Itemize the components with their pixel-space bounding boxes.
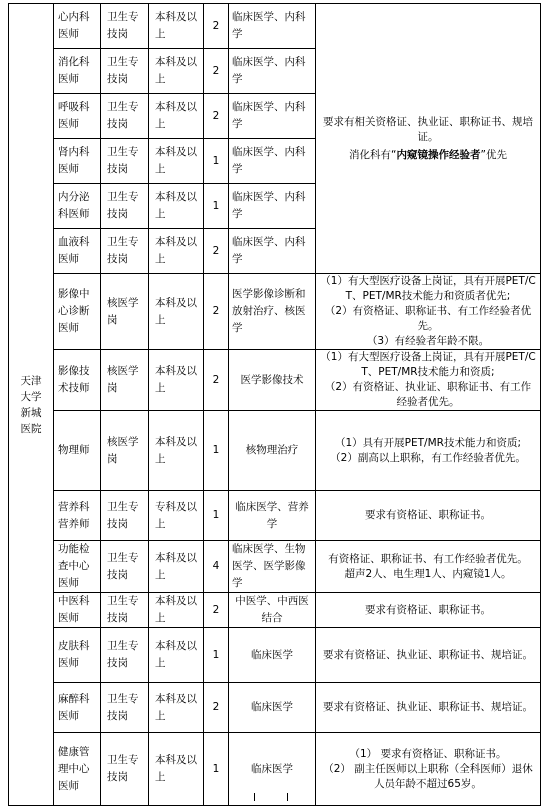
table-row bbox=[9, 683, 541, 733]
requirements-line: 要求有资格证、职称证书。 bbox=[365, 509, 491, 521]
position-name-cell: 内分泌科医师 bbox=[54, 184, 101, 229]
position-name-cell: 功能检查中心医师 bbox=[54, 541, 101, 593]
position-name-cell: 麻醉科医师 bbox=[54, 683, 101, 733]
headcount-cell: 4 bbox=[204, 541, 229, 593]
headcount-cell: 2 bbox=[204, 274, 229, 350]
table-row bbox=[9, 411, 541, 491]
headcount-cell: 2 bbox=[204, 593, 229, 628]
requirements-line: （2）有资格证、执业证、职称证书、有工作经验者优先。 bbox=[324, 381, 532, 408]
position-name-cell: 血液科医师 bbox=[54, 229, 101, 274]
requirements-line: 超声2人、电生理1人、内窥镜1人。 bbox=[344, 567, 512, 580]
requirements-cell bbox=[316, 274, 541, 350]
major-cell: 临床医学、内科学 bbox=[229, 184, 316, 229]
table-row bbox=[9, 274, 541, 350]
education-cell: 本科及以上 bbox=[149, 274, 204, 350]
education-cell: 本科及以上 bbox=[149, 350, 204, 411]
major-cell: 临床医学、内科学 bbox=[229, 94, 316, 139]
headcount-cell: 2 bbox=[204, 4, 229, 49]
position-type-cell: 卫生专技岗 bbox=[101, 628, 149, 683]
education-cell: 本科及以上 bbox=[149, 4, 204, 49]
requirements-emphasis: 内窥镜操作经验者 bbox=[396, 148, 481, 161]
position-name-cell: 营养科营养师 bbox=[54, 491, 101, 541]
table-row bbox=[9, 593, 541, 628]
requirements-text: ”优先 bbox=[480, 148, 507, 161]
position-name-cell: 心内科医师 bbox=[54, 4, 101, 49]
table-row bbox=[9, 491, 541, 541]
headcount-cell: 2 bbox=[204, 49, 229, 94]
education-cell: 本科及以上 bbox=[149, 733, 204, 806]
major-cell: 医学影像诊断和放射治疗、核医学 bbox=[229, 274, 316, 350]
position-type-cell: 卫生专技岗 bbox=[101, 491, 149, 541]
table-row bbox=[9, 350, 541, 411]
position-name-cell: 肾内科医师 bbox=[54, 139, 101, 184]
position-type-cell: 卫生专技岗 bbox=[101, 593, 149, 628]
major-cell: 中医学、中西医结合 bbox=[229, 593, 316, 628]
requirements-line: （2）有资格证、职称证书、有工作经验者优先。 bbox=[324, 305, 532, 332]
requirements-line: （1）具有开展PET/MR技术能力和资质; bbox=[335, 436, 521, 449]
requirements-cell bbox=[316, 593, 541, 628]
headcount-cell: 1 bbox=[204, 628, 229, 683]
requirements-line: （1）有大型医疗设备上岗证，具有开展PET/CT、PET/MR技术能力和资质; bbox=[320, 351, 536, 378]
requirements-cell bbox=[316, 628, 541, 683]
table-row bbox=[9, 628, 541, 683]
education-cell: 本科及以上 bbox=[149, 139, 204, 184]
education-cell: 本科及以上 bbox=[149, 184, 204, 229]
major-cell: 临床医学、内科学 bbox=[229, 139, 316, 184]
major-cell: 临床医学 bbox=[229, 733, 316, 806]
position-name-cell: 皮肤科医师 bbox=[54, 628, 101, 683]
position-type-cell: 卫生专技岗 bbox=[101, 49, 149, 94]
major-cell: 临床医学 bbox=[229, 628, 316, 683]
position-type-cell: 卫生专技岗 bbox=[101, 733, 149, 806]
requirements-cell bbox=[316, 491, 541, 541]
position-name-cell: 中医科医师 bbox=[54, 593, 101, 628]
headcount-cell: 1 bbox=[204, 139, 229, 184]
requirements-line: （2）副高以上职称，有工作经验者优先。 bbox=[330, 451, 526, 464]
requirements-text: 消化科有“ bbox=[349, 148, 397, 161]
education-cell: 本科及以上 bbox=[149, 683, 204, 733]
requirements-line: 要求有资格证、职称证书。 bbox=[365, 603, 491, 616]
major-cell: 临床医学 bbox=[229, 683, 316, 733]
headcount-cell: 2 bbox=[204, 350, 229, 411]
education-cell: 本科及以上 bbox=[149, 628, 204, 683]
requirements-line: （1） 要求有资格证、职称证书。 bbox=[349, 747, 507, 760]
requirements-line: （2） 副主任医师以上职称（全科医师）退休人员年龄不超过65岁。 bbox=[323, 762, 533, 790]
major-cell: 核物理治疗 bbox=[229, 411, 316, 491]
position-type-cell: 核医学岗 bbox=[101, 350, 149, 411]
requirements-cell bbox=[316, 4, 541, 274]
position-type-cell: 卫生专技岗 bbox=[101, 184, 149, 229]
requirements-line: （3）有经验者年龄不限。 bbox=[366, 335, 490, 347]
headcount-cell: 2 bbox=[204, 229, 229, 274]
position-name-cell: 呼吸科医师 bbox=[54, 94, 101, 139]
requirements-cell bbox=[316, 733, 541, 806]
requirements-line: 有资格证、职称证书、有工作经验者优先。 bbox=[328, 552, 528, 565]
position-type-cell: 卫生专技岗 bbox=[101, 541, 149, 593]
position-name-cell: 健康管理中心医师 bbox=[54, 733, 101, 806]
position-type-cell: 卫生专技岗 bbox=[101, 139, 149, 184]
position-name-cell: 物理师 bbox=[54, 411, 101, 491]
position-name-cell: 消化科医师 bbox=[54, 49, 101, 94]
table-row bbox=[9, 541, 541, 593]
headcount-cell: 1 bbox=[204, 184, 229, 229]
major-cell: 临床医学、内科学 bbox=[229, 229, 316, 274]
recruitment-table bbox=[8, 3, 541, 806]
position-type-cell: 卫生专技岗 bbox=[101, 229, 149, 274]
position-type-cell: 卫生专技岗 bbox=[101, 94, 149, 139]
headcount-cell: 2 bbox=[204, 683, 229, 733]
requirements-line: 要求有资格证、执业证、职称证书、规培证。 bbox=[323, 701, 533, 713]
position-type-cell: 核医学岗 bbox=[101, 411, 149, 491]
employer-name-cell: 天津大学新城医院 bbox=[9, 4, 54, 806]
requirements-cell bbox=[316, 683, 541, 733]
table-continuation-stub bbox=[254, 793, 288, 801]
education-cell: 本科及以上 bbox=[149, 411, 204, 491]
education-cell: 本科及以上 bbox=[149, 541, 204, 593]
requirements-line: （1）有大型医疗设备上岗证，具有开展PET/CT、PET/MR技术能力和资质者优先; bbox=[320, 275, 536, 302]
major-cell: 临床医学、内科学 bbox=[229, 4, 316, 49]
education-cell: 本科及以上 bbox=[149, 593, 204, 628]
headcount-cell: 2 bbox=[204, 94, 229, 139]
headcount-cell: 1 bbox=[204, 733, 229, 806]
requirements-line: 要求有资格证、执业证、职称证书、规培证。 bbox=[323, 648, 533, 661]
position-type-cell: 卫生专技岗 bbox=[101, 683, 149, 733]
headcount-cell: 1 bbox=[204, 411, 229, 491]
position-name-cell: 影像技术技师 bbox=[54, 350, 101, 411]
requirements-line bbox=[320, 148, 536, 163]
headcount-cell: 1 bbox=[204, 491, 229, 541]
requirements-cell bbox=[316, 411, 541, 491]
education-cell: 专科及以上 bbox=[149, 491, 204, 541]
major-cell: 临床医学、生物医学、医学影像学 bbox=[229, 541, 316, 593]
requirements-line: 要求有相关资格证、执业证、职称证书、规培证。 bbox=[323, 115, 533, 143]
major-cell: 临床医学、营养学 bbox=[229, 491, 316, 541]
education-cell: 本科及以上 bbox=[149, 94, 204, 139]
requirements-cell bbox=[316, 541, 541, 593]
table-row bbox=[9, 4, 541, 49]
requirements-cell bbox=[316, 350, 541, 411]
position-name-cell: 影像中心诊断医师 bbox=[54, 274, 101, 350]
position-type-cell: 卫生专技岗 bbox=[101, 4, 149, 49]
major-cell: 医学影像技术 bbox=[229, 350, 316, 411]
position-type-cell: 核医学岗 bbox=[101, 274, 149, 350]
education-cell: 本科及以上 bbox=[149, 229, 204, 274]
education-cell: 本科及以上 bbox=[149, 49, 204, 94]
major-cell: 临床医学、内科学 bbox=[229, 49, 316, 94]
